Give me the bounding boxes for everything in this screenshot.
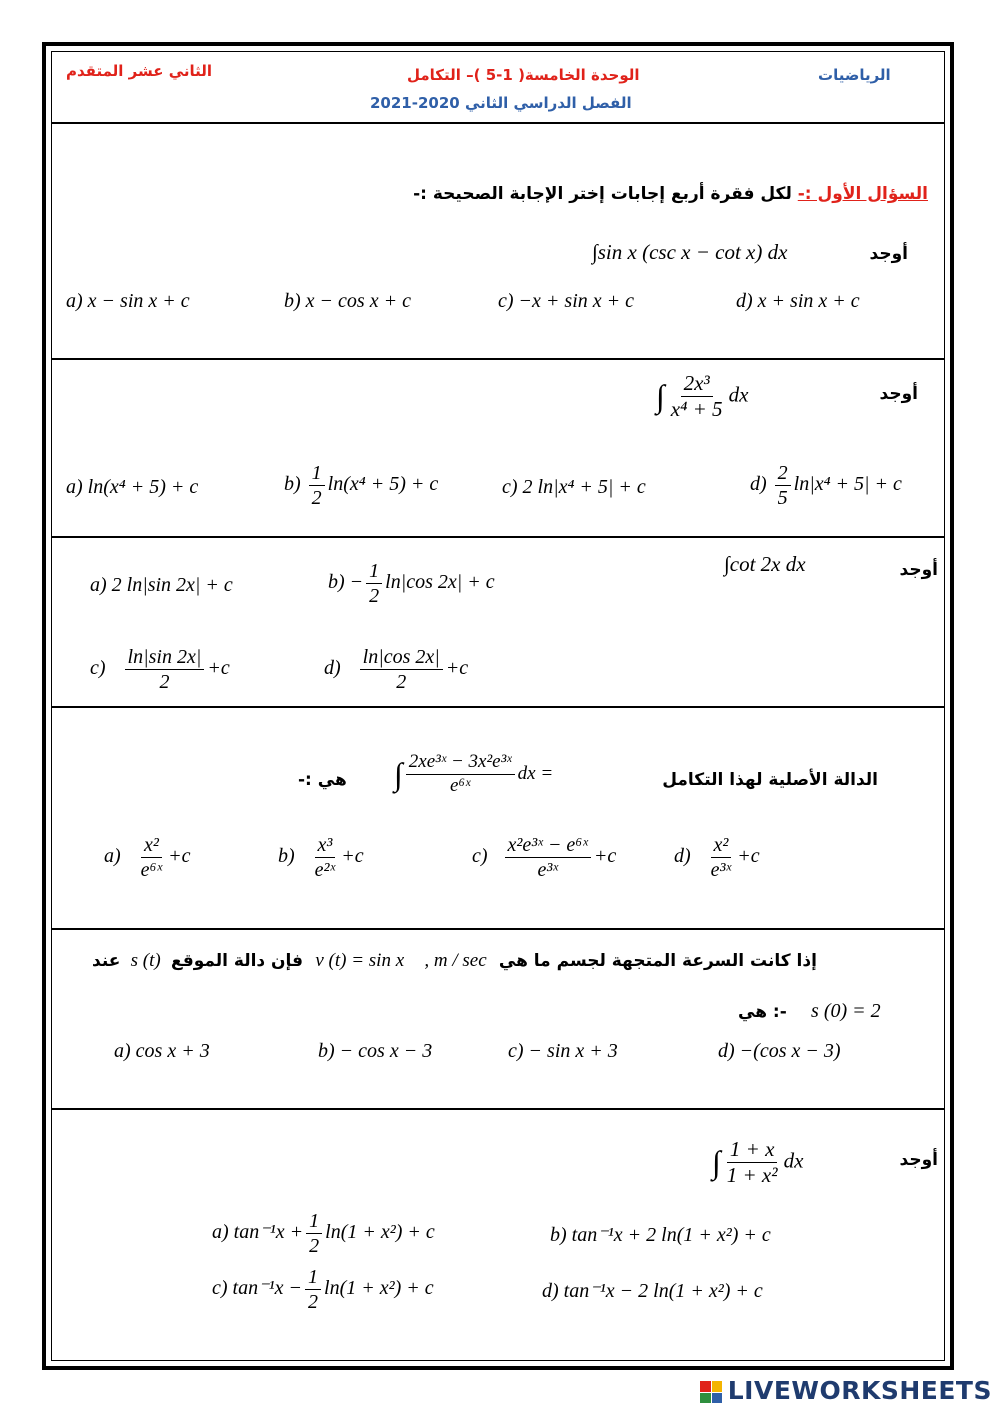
q4-option-d[interactable]	[674, 834, 760, 881]
q2-option-b[interactable]	[284, 462, 438, 509]
q2-option-b-letter: b)	[284, 473, 301, 496]
q4-d-tail: +c	[737, 845, 760, 868]
q4-c-tail: +c	[593, 845, 617, 868]
q5-unit: , m / sec	[424, 950, 487, 971]
q4-b-tail: +c	[341, 845, 364, 868]
q1-integral: ∫sin x (csc x − cot x) dx	[592, 240, 788, 264]
q2-b-den: 2	[311, 487, 322, 509]
q6-a-lead: a) tan⁻¹x +	[212, 1221, 304, 1244]
q4-option-b[interactable]	[278, 834, 364, 881]
q5-option-c[interactable]: c) − sin x + 3	[508, 1040, 618, 1062]
q1-option-c[interactable]: c) −x + sin x + c	[498, 290, 634, 312]
q6-a-tail: ln(1 + x²) + c	[325, 1221, 435, 1244]
q5-option-a[interactable]: a) cos x + 3	[114, 1040, 210, 1062]
q5-velocity: إذا كانت السرعة المتجهة لجسم ما هي	[498, 951, 817, 971]
q2-option-b-text: ln(x⁴ + 5) + c	[327, 473, 439, 496]
q6-option-d[interactable]: d) tan⁻¹x − 2 ln(1 + x²) + c	[542, 1280, 763, 1302]
q4-tail: dx =	[517, 762, 554, 784]
q5-is: هي :-	[738, 1002, 787, 1022]
q2-b-num: 1	[309, 462, 325, 486]
q6-num: 1 + x	[727, 1138, 778, 1163]
watermark: LIVEWORKSHEETS	[727, 1376, 992, 1405]
q6-c-den: 2	[308, 1291, 319, 1313]
q4-d-num: x²	[711, 834, 732, 858]
q3-c-num: ln|sin 2x|	[125, 646, 205, 670]
q3-c-den: 2	[159, 671, 170, 693]
q6-den: 1 + x²	[726, 1163, 778, 1188]
q4-a-letter: a)	[104, 845, 121, 868]
q3-integral: ∫cot 2x dx	[724, 552, 806, 576]
header-divider	[52, 122, 944, 124]
q4-b-num: x³	[315, 834, 336, 858]
q4-option-a[interactable]	[104, 834, 191, 881]
q5-s: s (t)	[130, 950, 161, 971]
q3-d-den: 2	[396, 671, 407, 693]
q4-option-c[interactable]	[472, 834, 616, 881]
q4-prompt: الدالة الأصلية لهذا التكامل	[662, 770, 878, 790]
q4-b-letter: b)	[278, 845, 295, 868]
q3-option-c[interactable]	[90, 646, 230, 693]
q2-option-d-letter: d)	[750, 473, 767, 496]
instruction-line	[413, 184, 928, 204]
q3-option-d[interactable]	[324, 646, 468, 693]
q6-prompt: أوجد	[899, 1150, 938, 1170]
q4-den: e⁶ˣ	[450, 774, 471, 796]
q3-option-c-letter: c)	[90, 657, 106, 680]
q5-option-b[interactable]: b) − cos x − 3	[318, 1040, 433, 1062]
worksheet-inner	[51, 51, 945, 1361]
q1-prompt: أوجد	[869, 244, 908, 264]
q2-integral: ∫ $\frac{\text{2x³}}{\text{x⁴ + 5}}$ dx	[656, 371, 749, 422]
q6-integral: ∫ $\frac{1 + x}{\text{1 + x²}}$ dx	[712, 1137, 804, 1188]
divider-4	[52, 928, 944, 930]
q6-c-lead: c) tan⁻¹x −	[212, 1277, 303, 1300]
q3-b-den: 2	[369, 585, 380, 607]
worksheet-frame	[42, 42, 954, 1370]
q6-option-c[interactable]	[212, 1266, 434, 1313]
q2-option-d-text: ln|x⁴ + 5| + c	[793, 473, 902, 496]
instruction-text: لكل فقرة أربع إجابات إختر الإجابة الصحيحة :-	[413, 184, 792, 204]
q4-a-den: e⁶ˣ	[140, 859, 163, 881]
q1-option-d[interactable]: d) x + sin x + c	[736, 290, 860, 312]
semester-label: الفصل الدراسي الثاني 2020-2021	[370, 94, 632, 112]
q4-a-num: x²	[141, 834, 162, 858]
q6-option-a[interactable]	[212, 1210, 435, 1257]
q3-option-b[interactable]	[328, 560, 495, 607]
q3-option-d-tail: +c	[445, 657, 469, 680]
q6-c-tail: ln(1 + x²) + c	[324, 1277, 434, 1300]
q5-line2	[738, 1000, 881, 1023]
q5-line1	[92, 950, 817, 972]
q6-a-den: 2	[309, 1235, 320, 1257]
q1-option-b[interactable]: b) x − cos x + c	[284, 290, 411, 312]
grade-label: الثاني عشر المتقدم	[66, 62, 213, 80]
divider-5	[52, 1108, 944, 1110]
q2-d-den: 5	[777, 487, 788, 509]
liveworksheets-logo-icon	[700, 1381, 722, 1403]
q5-position: فإن دالة الموقع	[170, 951, 304, 971]
q4-c-num: x²e³ˣ − e⁶ˣ	[505, 834, 591, 858]
q4-c-letter: c)	[472, 845, 488, 868]
q4-suffix: هي :-	[298, 770, 347, 790]
q3-option-b-text: ln|cos 2x| + c	[385, 571, 495, 594]
q3-b-num: 1	[366, 560, 382, 584]
divider-2	[52, 536, 944, 538]
q4-d-letter: d)	[674, 845, 691, 868]
q6-option-b[interactable]: b) tan⁻¹x + 2 ln(1 + x²) + c	[550, 1224, 771, 1246]
q6-c-num: 1	[305, 1266, 321, 1290]
q4-d-den: e³ˣ	[710, 859, 732, 881]
q2-option-a[interactable]: a) ln(x⁴ + 5) + c	[66, 476, 199, 498]
q2-option-c[interactable]: c) 2 ln|x⁴ + 5| + c	[502, 476, 646, 498]
q3-prompt: أوجد	[899, 560, 938, 580]
q4-c-den: e³ˣ	[537, 859, 558, 881]
q4-integral: ∫ $\frac{\text{2xe³ˣ − 3x²e³ˣ}}{\text{e⁶ˣ}}$ dx =	[394, 751, 554, 796]
q4-num: 2xe³ˣ − 3x²e³ˣ	[406, 752, 515, 775]
unit-title: الوحدة الخامسة( 1-5 )– التكامل	[407, 66, 640, 84]
q1-option-a[interactable]: a) x − sin x + c	[66, 290, 190, 312]
q2-d-num: 2	[775, 462, 791, 486]
q3-option-c-tail: +c	[207, 657, 230, 680]
q2-option-d[interactable]	[750, 462, 902, 509]
q4-a-tail: +c	[168, 845, 191, 868]
q3-option-a[interactable]: a) 2 ln|sin 2x| + c	[90, 574, 233, 596]
q5-v: v (t) = sin x	[315, 950, 405, 971]
question-label: السؤال الأول :-	[797, 184, 928, 204]
subject-label: الرياضيات	[818, 66, 891, 84]
q3-option-b-letter: b) −	[328, 571, 364, 594]
q2-prompt: أوجد	[879, 384, 918, 404]
divider-3	[52, 706, 944, 708]
q5-s0: s (0) = 2	[811, 1000, 881, 1022]
q5-at: عند	[92, 951, 121, 971]
q2-num: 2x³	[681, 372, 713, 397]
q3-d-num: ln|cos 2x|	[360, 646, 443, 670]
q5-option-d[interactable]: d) −(cos x − 3)	[718, 1040, 841, 1062]
q3-option-d-letter: d)	[324, 657, 341, 680]
q2-den: x⁴ + 5	[670, 397, 723, 422]
q4-b-den: e²ˣ	[314, 859, 336, 881]
q6-a-num: 1	[306, 1210, 322, 1234]
divider-1	[52, 358, 944, 360]
